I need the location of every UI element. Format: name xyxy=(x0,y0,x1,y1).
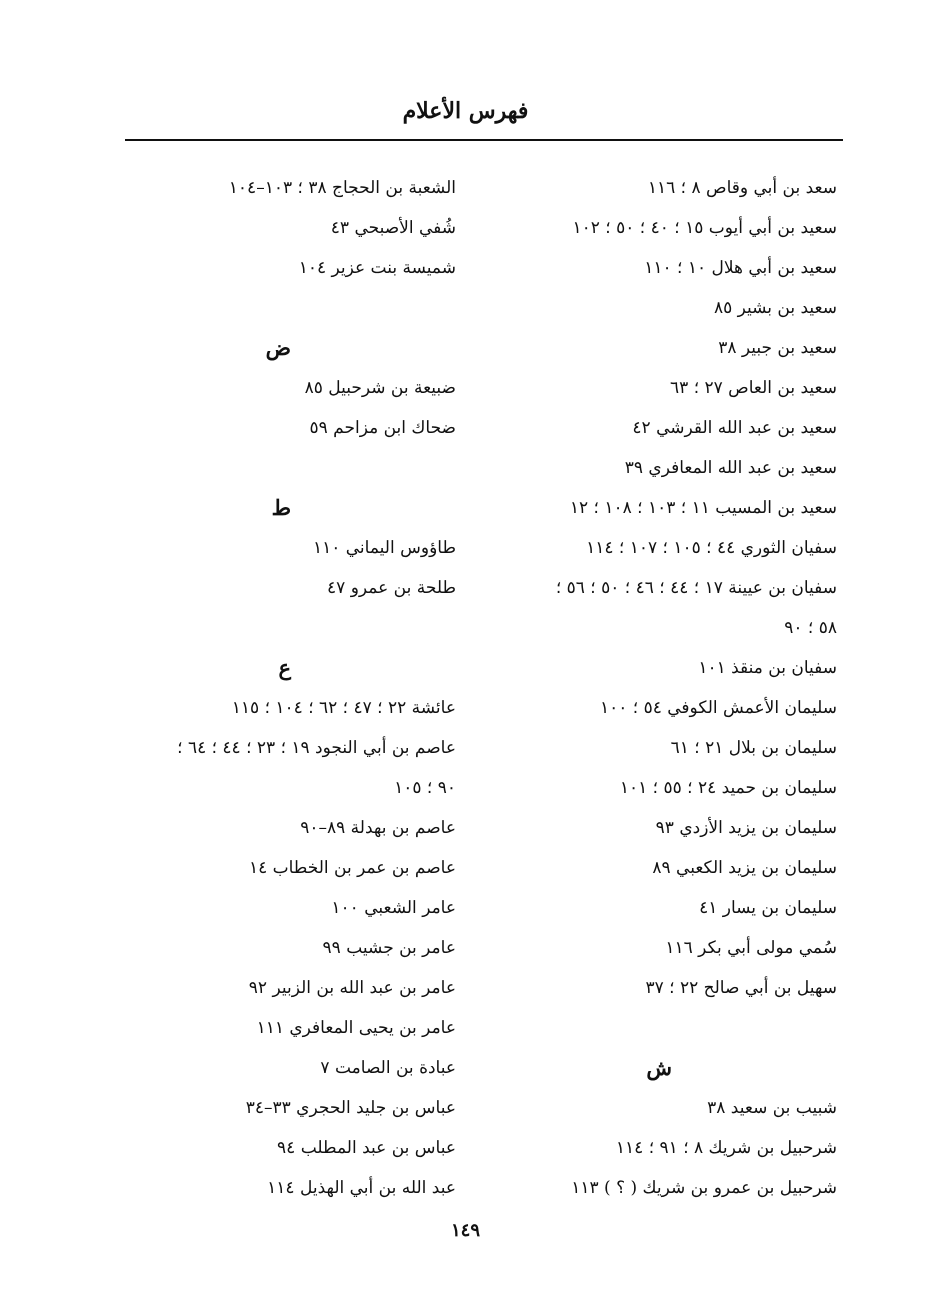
index-entry: سهيل بن أبي صالح ٢٢ ؛ ٣٧ xyxy=(645,978,837,998)
index-entry: سعيد بن بشير ٨٥ xyxy=(713,298,837,318)
section-spacer xyxy=(96,448,456,488)
index-entry: شرحبيل بن عمرو بن شريك ( ؟ ) ١١٣ xyxy=(571,1178,837,1198)
page-title: فهرس الأعلام xyxy=(402,98,529,124)
section-letter-heading: ش xyxy=(646,1055,672,1080)
index-entry: سُمي مولى أبي بكر ١١٦ xyxy=(665,938,837,958)
index-entry: عامر بن يحيى المعافري ١١١ xyxy=(256,1018,456,1038)
index-entry: شميسة بنت عزير ١٠٤ xyxy=(298,258,456,278)
index-entry: عامر بن عبد الله بن الزبير ٩٢ xyxy=(248,978,456,998)
section-spacer xyxy=(96,288,456,328)
index-entry: الشعبة بن الحجاج ٣٨ ؛ ١٠٣–١٠٤ xyxy=(228,178,456,198)
index-entry: طاؤوس اليماني ١١٠ xyxy=(312,538,456,558)
index-entry: عبادة بن الصامت ٧ xyxy=(320,1058,456,1078)
index-entry: عاصم بن أبي النجود ١٩ ؛ ٢٣ ؛ ٤٤ ؛ ٦٤ ؛ xyxy=(177,738,456,758)
index-entry: سعيد بن العاص ٢٧ ؛ ٦٣ xyxy=(670,378,837,398)
index-entry: سليمان بن يزيد الكعبي ٨٩ xyxy=(652,858,837,878)
index-entry: عباس بن عبد المطلب ٩٤ xyxy=(277,1138,456,1158)
index-entry: عامر بن جشيب ٩٩ xyxy=(322,938,456,958)
index-entry: عاصم بن بهدلة ٨٩–٩٠ xyxy=(300,818,456,838)
index-entry: سعيد بن عبد الله المعافري ٣٩ xyxy=(624,458,837,478)
index-entry: ٩٠ ؛ ١٠٥ xyxy=(394,778,456,798)
index-entry: سعيد بن عبد الله القرشي ٤٢ xyxy=(632,418,837,438)
index-entry: سعيد بن جبير ٣٨ xyxy=(718,338,837,358)
index-entry: عبد الله بن أبي الهذيل ١١٤ xyxy=(267,1178,456,1198)
section-letter-heading: ض xyxy=(265,335,291,360)
index-entry: سعيد بن أبي أيوب ١٥ ؛ ٤٠ ؛ ٥٠ ؛ ١٠٢ xyxy=(572,218,837,238)
index-entry: طلحة بن عمرو ٤٧ xyxy=(327,578,456,598)
index-entry: سعد بن أبي وقاص ٨ ؛ ١١٦ xyxy=(647,178,837,198)
index-entry: سليمان بن يسار ٤١ xyxy=(699,898,837,918)
index-entry: سفيان بن منقذ ١٠١ xyxy=(698,658,837,678)
index-entry: سفيان الثوري ٤٤ ؛ ١٠٥ ؛ ١٠٧ ؛ ١١٤ xyxy=(586,538,837,558)
index-column-left xyxy=(96,168,456,1208)
index-entry: سفيان بن عيينة ١٧ ؛ ٤٤ ؛ ٤٦ ؛ ٥٠ ؛ ٥٦ ؛ xyxy=(555,578,837,598)
index-entry: سعيد بن أبي هلال ١٠ ؛ ١١٠ xyxy=(644,258,837,278)
index-entry: عائشة ٢٢ ؛ ٤٧ ؛ ٦٢ ؛ ١٠٤ ؛ ١١٥ xyxy=(231,698,456,718)
index-entry: سليمان بن حميد ٢٤ ؛ ٥٥ ؛ ١٠١ xyxy=(619,778,837,798)
index-entry: عامر الشعبي ١٠٠ xyxy=(331,898,456,918)
index-entry: ضبيعة بن شرحبيل ٨٥ xyxy=(304,378,456,398)
section-spacer xyxy=(96,608,456,648)
header-rule xyxy=(125,139,843,141)
section-letter-heading: ط xyxy=(271,495,291,520)
index-entry: شرحبيل بن شريك ٨ ؛ ٩١ ؛ ١١٤ xyxy=(615,1138,837,1158)
section-letter-heading: ع xyxy=(278,655,291,680)
index-entry: شبيب بن سعيد ٣٨ xyxy=(707,1098,837,1118)
index-entry: سليمان بن بلال ٢١ ؛ ٦١ xyxy=(670,738,837,758)
index-column-right xyxy=(477,168,837,1208)
index-entry: سعيد بن المسيب ١١ ؛ ١٠٣ ؛ ١٠٨ ؛ ١٢ xyxy=(569,498,837,518)
index-entry: سليمان بن يزيد الأزدي ٩٣ xyxy=(655,818,837,838)
index-entry: سليمان الأعمش الكوفي ٥٤ ؛ ١٠٠ xyxy=(599,698,837,718)
section-spacer xyxy=(477,1008,837,1048)
index-entry: شُفي الأصبحي ٤٣ xyxy=(330,218,456,238)
index-entry: عاصم بن عمر بن الخطاب ١٤ xyxy=(248,858,456,878)
index-entry: ضحاك ابن مزاحم ٥٩ xyxy=(309,418,456,438)
index-entry: عباس بن جليد الحجري ٣٣–٣٤ xyxy=(245,1098,456,1118)
index-entry: ٥٨ ؛ ٩٠ xyxy=(784,618,837,638)
page-number: ١٤٩ xyxy=(450,1220,480,1241)
